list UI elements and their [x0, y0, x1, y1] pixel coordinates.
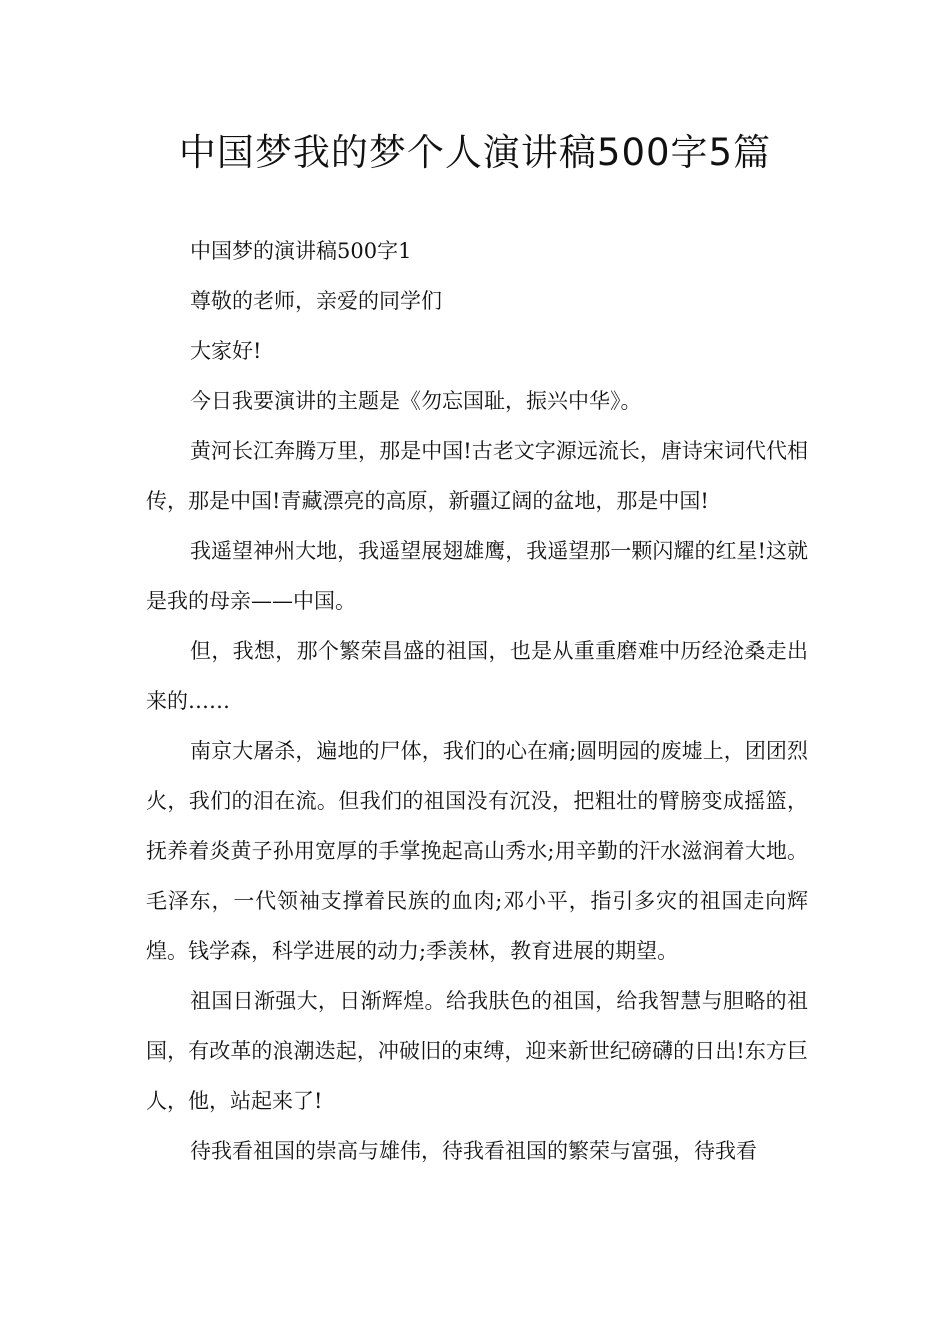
paragraph: 黄河长江奔腾万里，那是中国!古老文字源远流长，唐诗宋词代代相传，那是中国!青藏漂亮的高原，新疆辽阔的盆地，那是中国!	[146, 439, 808, 513]
paragraph: 但，我想，那个繁荣昌盛的祖国，也是从重重磨难中历经沧桑走出来的……	[146, 639, 808, 713]
paragraph: 我遥望神州大地，我遥望展翅雄鹰，我遥望那一颗闪耀的红星!这就是我的母亲——中国。	[146, 539, 808, 613]
paragraph: 祖国日渐强大，日渐辉煌。给我肤色的祖国，给我智慧与胆略的祖国，有改革的浪潮迭起，冲破旧的束缚，迎来新世纪磅礴的日出!东方巨人，他，站起来了!	[146, 989, 808, 1113]
document-title: 中国梦我的梦个人演讲稿500字5篇	[178, 131, 772, 174]
paragraph: 待我看祖国的崇高与雄伟，待我看祖国的繁荣与富强，待我看	[190, 1139, 757, 1163]
paragraph-salutation: 尊敬的老师，亲爱的同学们	[190, 289, 442, 313]
document-body	[146, 226, 808, 1176]
paragraph-greeting: 大家好!	[190, 339, 262, 363]
paragraph-heading: 中国梦的演讲稿500字1	[190, 239, 412, 263]
paragraph-topic: 今日我要演讲的主题是《勿忘国耻，振兴中华》。	[190, 389, 642, 413]
paragraph: 南京大屠杀，遍地的尸体，我们的心在痛;圆明园的废墟上，团团烈火，我们的泪在流。但我们的祖国没有沉没，把粗壮的臂膀变成摇篮，抚养着炎黄子孙用宽厚的手掌挽起高山秀水;用辛勤的汗水滋润着大地。毛泽东，一代领袖支撑着民族的血肉;邓小平，指引多灾的祖国走向辉煌。钱学森，科学进展的动力;季羡林，教育进展的期望。	[146, 739, 808, 963]
